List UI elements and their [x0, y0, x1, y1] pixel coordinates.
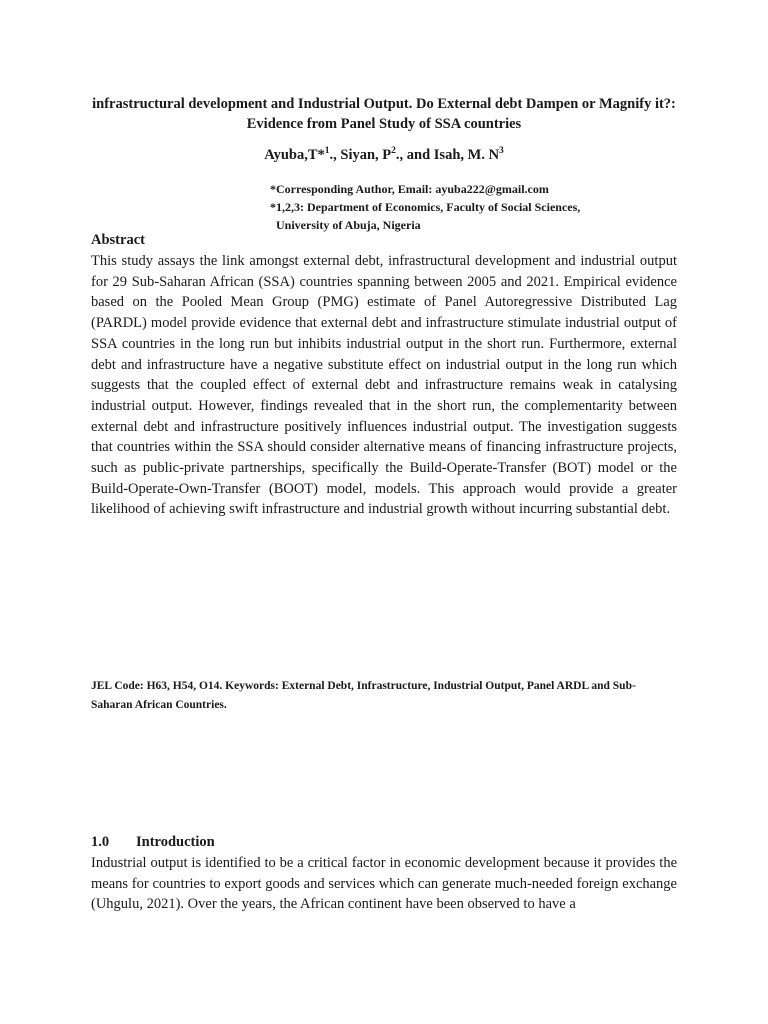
- author-3: ., and Isah, M. N: [395, 146, 500, 163]
- corresponding-author: *Corresponding Author, Email: ayuba222@gmail.com: [270, 182, 549, 196]
- author-1-affil-mark: 1: [324, 146, 330, 156]
- abstract-text: This study assays the link amongst external debt, infrastructural development and industrial output for 29 Sub-Saharan African (SSA) countries spanning between 2005 and 2021. Empirical evidence based on the Pooled Mean Group (PMG) estimate of Panel Autoregressive Distributed Lag (PARDL) model provide evidence that external debt and infrastructure stimulate industrial output of SSA countries in the long run but inhibits industrial output in the short run. Furthermore, external debt and infrastructure have a negative substitute effect on industrial output in the long run which suggests that the coupled effect of external debt and infrastructure remains weak in catalysing industrial output. However, findings revealed that in the short run, the complementarity between external debt and infrastructure positively influences industrial output. The investigation suggests that countries within the SSA should consider alternative means of financing infrastructure projects, such as public-private partnerships, specifically the Build-Operate-Transfer (BOT) model or the Build-Operate-Own-Transfer (BOOT) model, models. This approach would provide a greater likelihood of achieving swift infrastructure and industrial growth without incurring substantial debt.: [91, 253, 677, 518]
- author-line: [0, 146, 768, 164]
- author-1: Ayuba,T*: [264, 146, 325, 163]
- author-2: ., Siyan, P: [329, 146, 392, 163]
- abstract-heading: Abstract: [91, 232, 145, 248]
- paper-title: infrastructural development and Industrial Output. Do External debt Dampen or Magnify it?: Evidence from Panel Study of SSA countries: [92, 96, 676, 132]
- section-number: 1.0: [91, 834, 110, 850]
- jel-keywords: JEL Code: H63, H54, O14. Keywords: External Debt, Infrastructure, Industrial Output, Panel ARDL and Sub-Saharan African Countries.: [91, 680, 636, 711]
- affiliation-block: [270, 180, 580, 234]
- university-line: University of Abuja, Nigeria: [276, 218, 421, 232]
- author-3-affil-mark: 3: [499, 146, 504, 156]
- section-title: Introduction: [136, 834, 215, 850]
- introduction-heading: [91, 834, 215, 851]
- introduction-text: Industrial output is identified to be a critical factor in economic development because it provides the means for countries to export goods and services which can generate much-needed foreign exchange (Uhgulu, 2021). Over the years, the African continent have been observed to have a: [91, 855, 677, 913]
- department-line: *1,2,3: Department of Economics, Faculty of Social Sciences,: [270, 200, 581, 214]
- author-2-affil-mark: 2: [391, 146, 396, 156]
